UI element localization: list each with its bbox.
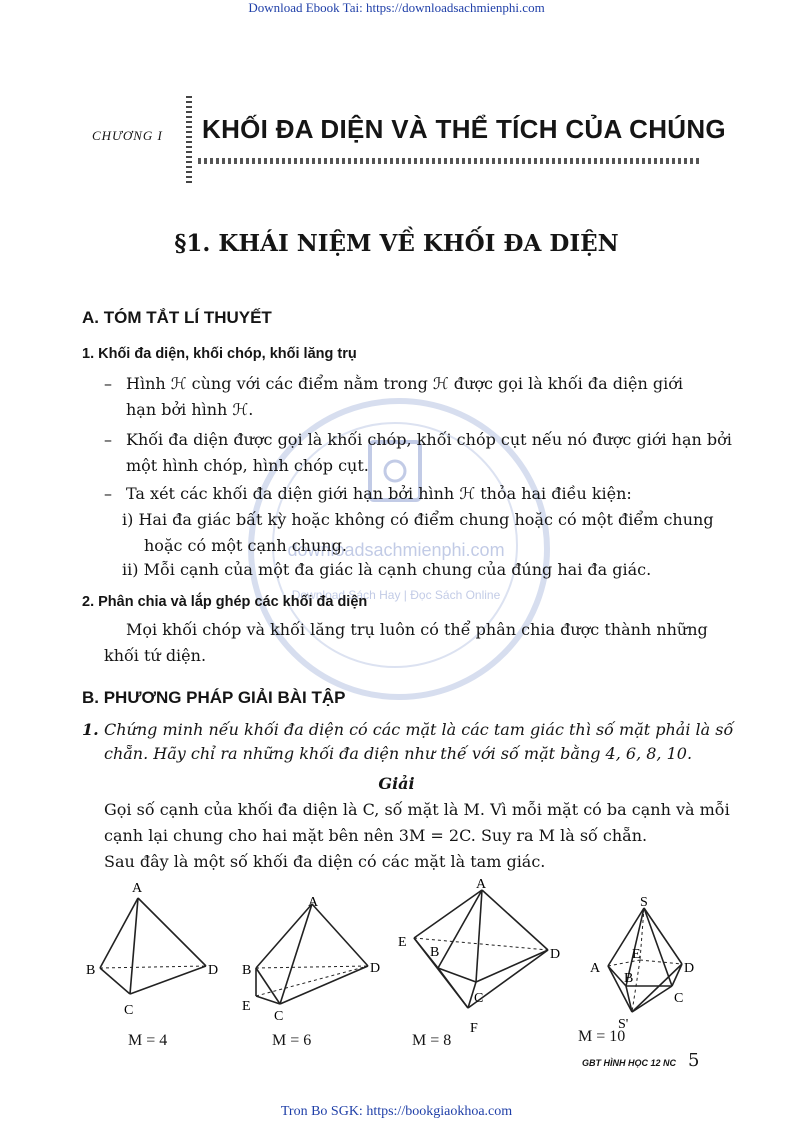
figure-pentagonal-bipyramid — [584, 894, 704, 1032]
figure-3-label-e: E — [398, 935, 407, 950]
figure-1-label-c: C — [124, 1003, 134, 1018]
figure-4-label-s: S — [640, 895, 648, 910]
book-note: GBT HÌNH HỌC 12 NC — [582, 1058, 677, 1068]
bullet-1-line-1: – Hình ℋ cùng với các điểm nằm trong ℋ được gọi là khối đa diện giới — [104, 372, 683, 396]
figure-4-label-d: D — [684, 961, 695, 976]
figure-3-caption: M = 8 — [412, 1032, 452, 1049]
bullet-1-line-2: hạn bởi hình ℋ. — [126, 400, 254, 419]
condition-2-line-1: ii) Mỗi cạnh của một đa giác là cạnh chung của đúng hai đa giác. — [122, 560, 652, 579]
solution-line-1: Gọi số cạnh của khối đa diện là C, số mặt là M. Vì mỗi mặt có ba cạnh và mỗi — [104, 800, 730, 819]
solution-line-3: Sau đây là một số khối đa diện có các mặt là tam giác. — [104, 852, 546, 871]
figure-4-label-a: A — [590, 961, 601, 976]
figure-1-caption: M = 4 — [128, 1032, 168, 1049]
figure-4-label-c: C — [674, 991, 684, 1006]
watermark-site: downloadsachmienphi.com — [287, 540, 505, 560]
exercise-line-2: chẵn. Hãy chỉ ra những khối đa diện như thế với số mặt bằng 4, 6, 8, 10. — [104, 744, 693, 763]
bullet-2-line-2: một hình chóp, hình chóp cụt. — [126, 456, 369, 475]
figure-2-label-c: C — [274, 1009, 284, 1024]
chapter-title: KHỐI ĐA DIỆN VÀ THỂ TÍCH CỦA CHÚNG — [202, 114, 726, 144]
exercise-number: 1. — [82, 720, 99, 739]
figure-2-label-d: D — [370, 961, 381, 976]
sub2-paragraph-line-2: khối tứ diện. — [104, 646, 207, 665]
solution-line-2: cạnh lại chung cho hai mặt bên nên 3M = 2C. Suy ra M là số chẵn. — [104, 826, 648, 845]
figure-3-label-d: D — [550, 947, 561, 962]
sub2-paragraph-line-1: Mọi khối chóp và khối lăng trụ luôn có thể phân chia được thành những — [126, 620, 708, 639]
figure-octahedron — [396, 876, 568, 1036]
figure-1-label-d: D — [208, 963, 219, 978]
bullet-2-line-1: – Khối đa diện được gọi là khối chóp, khối chóp cụt nếu nó được giới hạn bởi — [104, 428, 732, 452]
condition-1-line-1: i) Hai đa giác bất kỳ hoặc không có điểm chung hoặc có một điểm chung — [122, 510, 714, 529]
bullet-3-line-1: – Ta xét các khối đa diện giới hạn bởi hình ℋ thỏa hai điều kiện: — [104, 482, 632, 506]
figure-2-caption: M = 6 — [272, 1032, 312, 1049]
chapter-label: CHƯƠNG I — [92, 128, 163, 143]
sub2-heading: 2. Phân chia và lắp ghép các khối đa diện — [82, 594, 368, 610]
figure-2-label-a: A — [308, 895, 319, 910]
part-a-heading: A. TÓM TẮT LÍ THUYẾT — [82, 308, 272, 327]
bullet-dash: – — [104, 430, 112, 449]
section-title: §1. KHÁI NIỆM VỀ KHỐI ĐA DIỆN — [174, 230, 619, 257]
solution-title: Giải — [378, 774, 415, 793]
chapter-divider-bar — [186, 96, 192, 186]
figure-4-label-b: B — [624, 971, 634, 986]
figure-1-label-b: B — [86, 963, 96, 978]
figure-3-label-c: C — [474, 991, 484, 1006]
sub1-heading: 1. Khối đa diện, khối chóp, khối lăng trụ — [82, 346, 357, 362]
figure-2-label-e: E — [242, 999, 251, 1014]
figure-tetrahedron — [86, 878, 226, 1028]
chapter-underline — [198, 158, 700, 164]
bullet-dash: – — [104, 484, 112, 503]
bookgiaokhoa-link[interactable]: Tron Bo SGK: https://bookgiaokhoa.com — [280, 1104, 513, 1119]
figure-3-label-f: F — [470, 1021, 478, 1036]
watermark-tagline: Download Sách Hay | Đọc Sách Online — [291, 588, 501, 602]
figure-3-label-b: B — [430, 945, 440, 960]
exercise-line-1: Chứng minh nếu khối đa diện có các mặt là các tam giác thì số mặt phải là số — [104, 720, 734, 739]
part-b-heading: B. PHƯƠNG PHÁP GIẢI BÀI TẬP — [82, 688, 346, 707]
condition-1-line-2: hoặc có một cạnh chung. — [144, 536, 347, 555]
page-number: 5 — [688, 1050, 700, 1071]
figure-1-label-a: A — [132, 881, 143, 896]
figure-2-label-b: B — [242, 963, 252, 978]
download-link[interactable]: Download Ebook Tai: https://downloadsachmienphi.com — [248, 0, 545, 15]
figure-3-label-a: A — [476, 877, 487, 892]
bullet-dash: – — [104, 374, 112, 393]
figure-4-label-e: E — [632, 947, 641, 962]
figure-4-label-s-prime: S' — [618, 1017, 629, 1032]
figure-4-caption: M = 10 — [578, 1028, 626, 1045]
figure-bipyramid-6 — [240, 892, 390, 1032]
